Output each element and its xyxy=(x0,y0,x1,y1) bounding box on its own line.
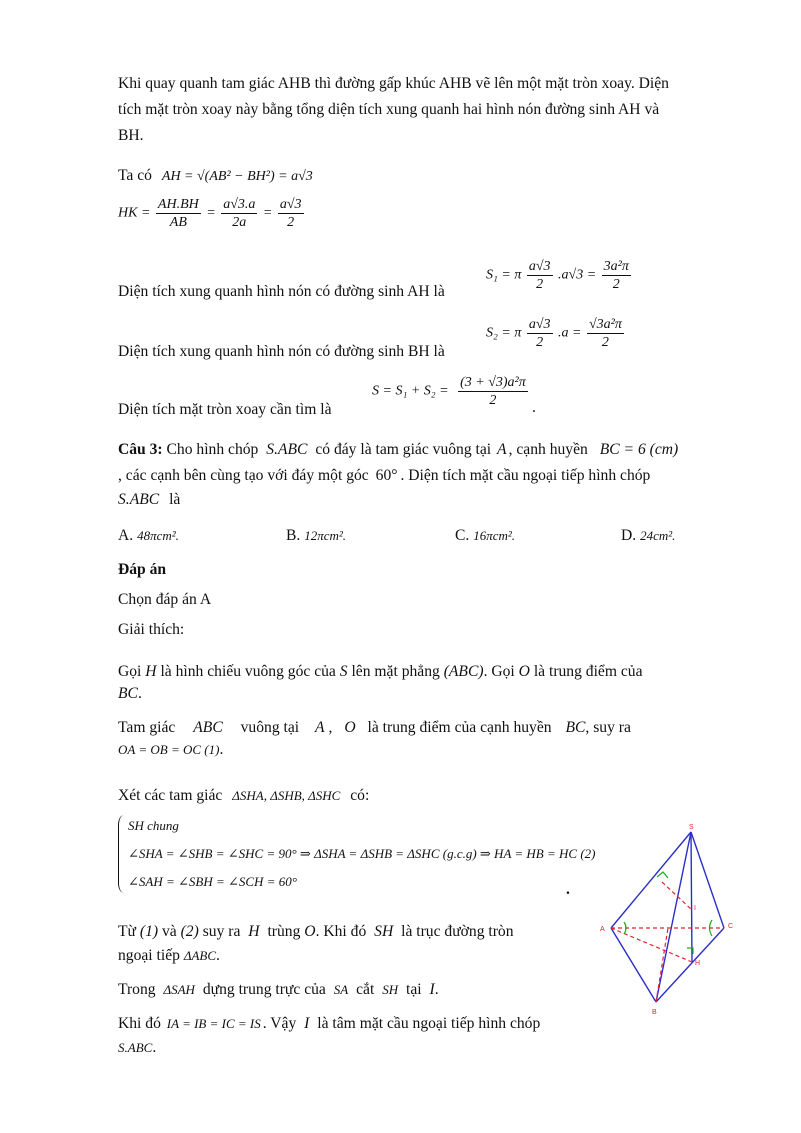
equation-hk: HK = $\frac{AH.BH}{AB}$ = $\frac{a√3.a}{2a}$ = $\frac{a√3}{2}$ xyxy=(118,197,302,230)
text-line: Diện tích xung quanh hình nón có đường sinh BH là xyxy=(118,343,445,360)
system-line-1: SH chung xyxy=(128,818,179,833)
label-a: A xyxy=(600,926,605,933)
equation-ah: Ta có AH = √(AB² − BH²) = a√3 xyxy=(118,167,313,184)
perpendicular-bisector xyxy=(662,882,692,910)
text-line: Diện tích xung quanh hình nón có đường sinh AH là xyxy=(118,283,445,300)
question-3: Câu 3: Cho hình chóp S.ABC có đáy là tam giác vuông tại A , cạnh huyền BC = 6 (cm) xyxy=(118,441,679,458)
right-angle-mark xyxy=(657,872,668,878)
equation-s1: S₁ = π $\frac{a√3}{2}$ .a√3 = $\frac{\text{3a²π}}{2}$ xyxy=(486,259,629,292)
text-line: tích mặt tròn xoay này bằng tổng diện tích xung quanh hai hình nón đường sinh AH và xyxy=(118,101,660,118)
option-b[interactable]: B. 12πcm². xyxy=(286,527,347,544)
text-line: Khi quay quanh tam giác AHB thì đường gấp khúc AHB vẽ lên một mặt tròn xoay. Diện xyxy=(118,75,669,92)
solution-line: S.ABC. xyxy=(118,1039,157,1056)
solution-line: Trong ΔSAH dựng trung trực của SA cắt SH tại I. xyxy=(118,981,439,998)
solution-line: OA = OB = OC (1). xyxy=(118,741,224,758)
system-line-2: ∠SHA = ∠SHB = ∠SHC = 90° ⇒ ΔSHA = ΔSHB = ΔSHC (g.c.g) ⇒ HA = HB = HC (2) xyxy=(128,846,596,861)
option-d[interactable]: D. 24cm². xyxy=(621,527,676,544)
period: . xyxy=(532,399,536,416)
solution-line: ngoại tiếp ΔABC. xyxy=(118,947,220,964)
option-c[interactable]: C. 16πcm². xyxy=(455,527,516,544)
question-3-line2: , các cạnh bên cùng tạo với đáy một góc 60° . Diện tích mặt cầu ngoại tiếp hình chóp xyxy=(118,467,651,484)
solution-line: Từ (1) và (2) suy ra H trùng O. Khi đó SH là trục đường tròn xyxy=(118,923,514,940)
edge-sh xyxy=(691,832,692,962)
text-line: Diện tích mặt tròn xoay cần tìm là xyxy=(118,401,332,418)
option-a[interactable]: A. 48πcm². xyxy=(118,527,179,544)
question-3-line3: S.ABC là xyxy=(118,491,181,508)
explain-label: Giải thích: xyxy=(118,621,185,638)
equation-s: S = S₁ + S₂ = $\frac{\text{(3 + √3)a²π}}{2}$ xyxy=(372,375,526,408)
solution-line: Khi đó IA = IB = IC = IS . Vậy I là tâm mặt cầu ngoại tiếp hình chóp xyxy=(118,1015,541,1032)
system-line-3: ∠SAH = ∠SBH = ∠SCH = 60° xyxy=(128,874,297,889)
edge-sa xyxy=(611,832,691,928)
pyramid-figure xyxy=(596,822,746,1018)
label-b: B xyxy=(652,1009,657,1016)
edge-ab xyxy=(611,928,656,1002)
label-h: H xyxy=(695,960,701,967)
edge-sc xyxy=(691,832,724,928)
answer-choice: Chọn đáp án A xyxy=(118,591,212,608)
label-s: S xyxy=(689,824,694,831)
solution-line: Tam giác ABC vuông tại A , O là trung điểm của cạnh huyền BC, suy ra xyxy=(118,719,631,736)
equation-s2: S₂ = π $\frac{a√3}{2}$ .a = $\frac{\text{√3a²π}}{2}$ xyxy=(486,317,622,350)
edge-sb xyxy=(656,832,691,1002)
text-line: BH. xyxy=(118,127,144,144)
label-c: C xyxy=(728,923,734,930)
label-i: I xyxy=(694,905,696,912)
solution-line: Xét các tam giác ΔSHA, ΔSHB, ΔSHC có: xyxy=(118,787,370,804)
period: . xyxy=(566,881,570,898)
solution-line: Gọi H là hình chiếu vuông góc của S lên mặt phẳng (ABC). Gọi O là trung điểm của xyxy=(118,663,643,680)
answer-heading: Đáp án xyxy=(118,561,167,578)
solution-line: BC. xyxy=(118,685,142,702)
segment-ah xyxy=(611,928,692,962)
system-brace xyxy=(118,815,127,893)
